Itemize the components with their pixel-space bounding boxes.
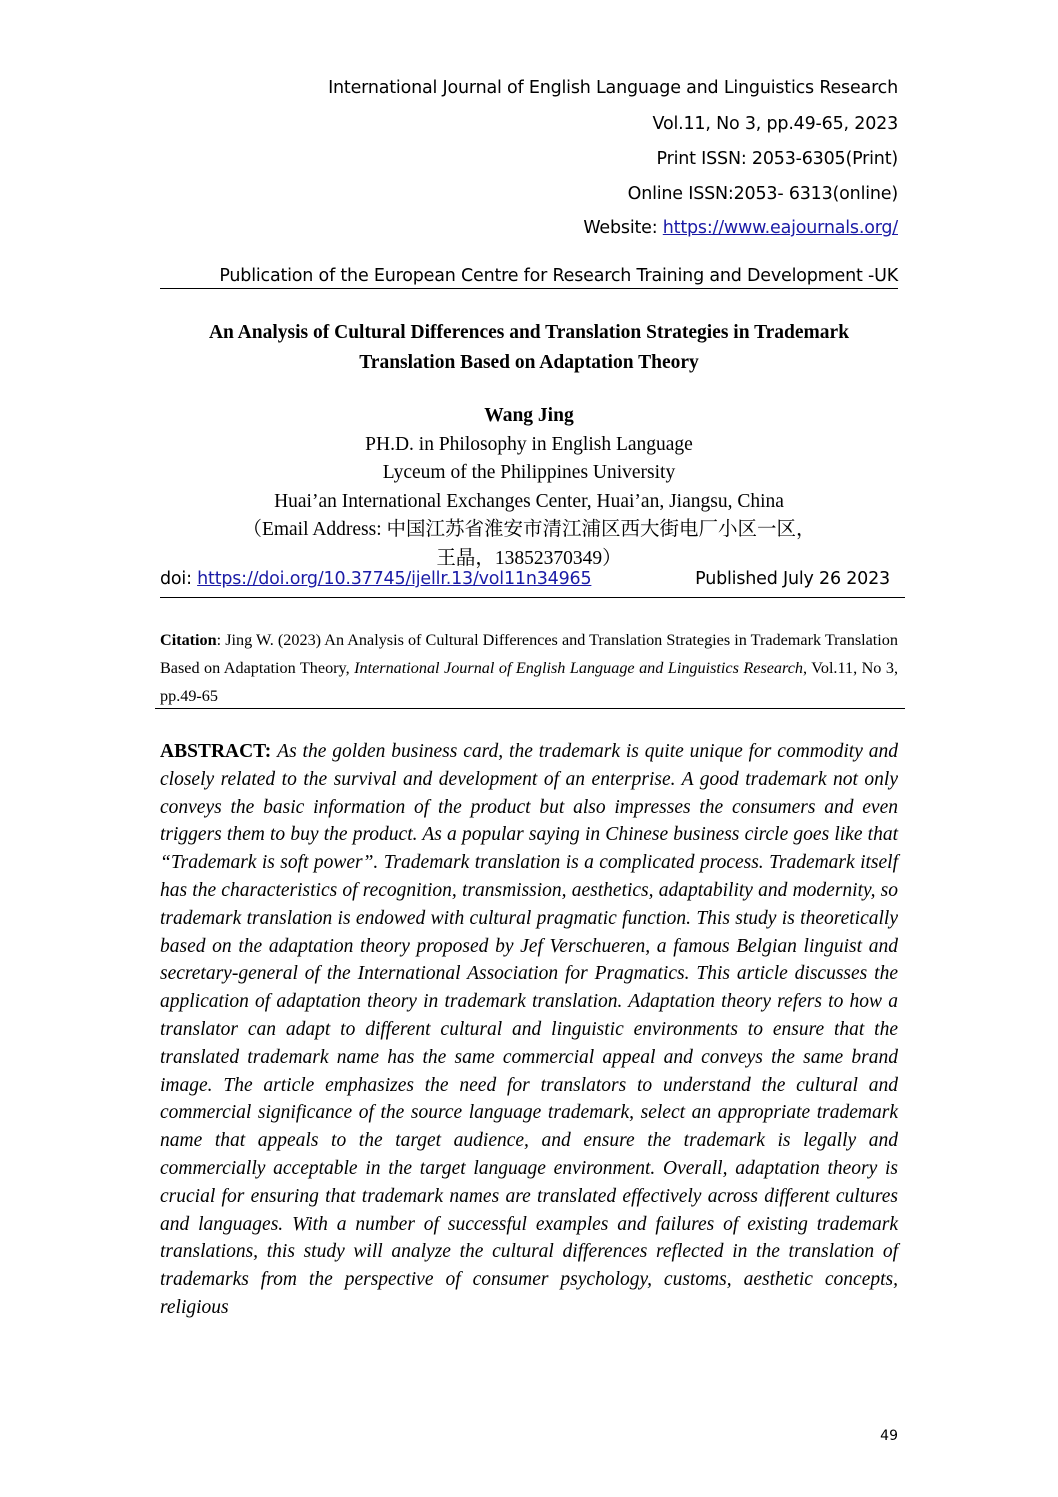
citation-label: Citation — [160, 631, 217, 649]
abstract-label: ABSTRACT — [160, 741, 265, 762]
doi-label: doi: — [160, 569, 198, 589]
citation-details: , Vol.11, No 3, pp.49-65 — [160, 659, 898, 705]
affiliation-center: Huai’an International Exchanges Center, Huai’an, Jiangsu, China — [274, 490, 784, 512]
website-link[interactable]: https://www.eajournals.org/ — [662, 218, 898, 238]
print-issn: Print ISSN: 2053-6305(Print) — [656, 149, 898, 169]
doi-rule — [160, 597, 905, 598]
affiliation-university: Lyceum of the Philippines University — [382, 462, 676, 483]
article-title — [140, 318, 918, 378]
abstract-text: As the golden business card, the trademark is quite unique for commodity and closely related to the survival and development of an enterprise. A good trademark not only conveys the basic information of the product but also impresses the consumers and even triggers them to buy the product. As a popular saying in Chinese business circle goes like that “Trademark is soft power”. Trademark translation is a complicated process. Trademark itself has the characteristics of recognition, transmission, aesthetics, adaptability and modernity, so trademark translation is endowed with cultural pragmatic function. This study is theoretically based on the adaptation theory proposed by Jef Verschueren, a famous Belgian linguist and secretary-general of the International Association for Pragmatics. This article discusses the application of adaptation theory in trademark translation. Adaptation theory refers to how a translator can adapt to different cultural and linguistic environments to ensure that the translated trademark name has the same commercial appeal and conveys the same brand image. The article emphasizes the need for translators to understand the cultural and commercial significance of the source language trademark, select an appropriate trademark name that appeals to the target audience, and ensure the trademark is legally and commercially acceptable in the target language environment. Overall, adaptation theory is crucial for ensuring that trademark names are translated effectively across different cultures and languages. With a number of successful examples and failures of existing trademark translations, this study will analyze the cultural differences reflected in the translation of trademarks from the perspective of consumer psychology, customs, aesthetic concepts, religious — [160, 741, 899, 1318]
email-address-line-2: 王晶，13852370349） — [436, 547, 622, 569]
website-line — [583, 218, 898, 238]
title-line-1: An Analysis of Cultural Differences and Translation Strategies in Trademark — [208, 322, 850, 343]
volume-info: Vol.11, No 3, pp.49-65, 2023 — [652, 114, 898, 134]
email-address-line-1: （Email Address: 中国江苏省淮安市清江浦区西大街电厂小区一区， — [242, 519, 816, 540]
published-date: Published July 26 2023 — [695, 569, 890, 589]
citation-journal: International Journal of English Language and Linguistics Research — [354, 659, 804, 677]
online-issn: Online ISSN:2053- 6313(online) — [627, 184, 898, 204]
journal-name: International Journal of English Language and Linguistics Research — [328, 78, 898, 98]
title-line-2: Translation Based on Adaptation Theory — [359, 352, 699, 373]
website-label: Website: — [583, 218, 663, 238]
header-rule — [160, 288, 898, 289]
abstract-separator: : — [264, 741, 278, 762]
publisher-line: Publication of the European Centre for Research Training and Development -UK — [219, 266, 898, 286]
author-name: Wang Jing — [484, 405, 574, 426]
affiliation-degree: PH.D. in Philosophy in English Language — [365, 433, 693, 455]
abstract — [160, 738, 898, 1322]
citation-rule — [155, 708, 905, 709]
citation — [160, 626, 898, 710]
doi-row — [160, 569, 890, 595]
author-block — [140, 402, 918, 573]
doi-link[interactable]: https://doi.org/10.37745/ijellr.13/vol11n34965 — [197, 569, 592, 589]
citation-text: : Jing W. (2023) An Analysis of Cultural Differences and Translation Strategies in Trademark Translation Based on Adaptation Theory, — [160, 631, 898, 677]
page-number: 49 — [880, 1428, 898, 1444]
